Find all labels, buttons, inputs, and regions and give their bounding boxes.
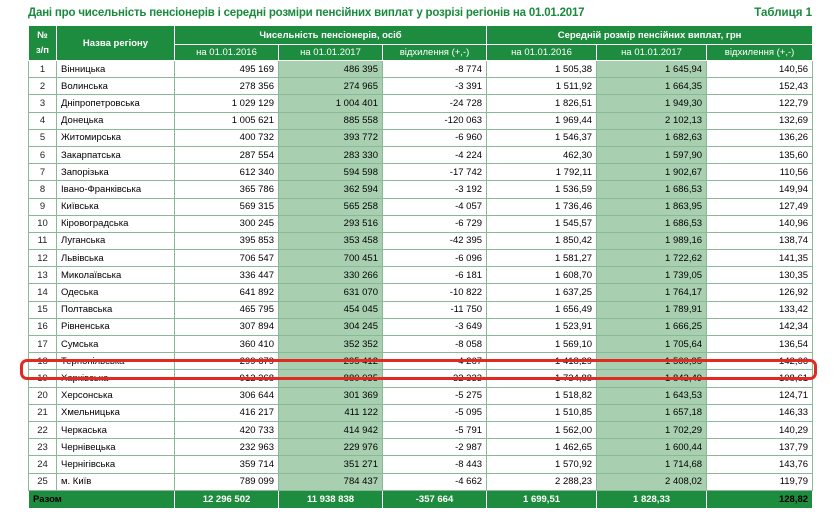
table-row [29, 164, 813, 181]
row-region: Хмельницька [57, 404, 175, 421]
row-p2016: 641 892 [175, 284, 279, 301]
row-number: 21 [29, 404, 57, 421]
table-row [29, 301, 813, 318]
row-sdev: 137,79 [707, 439, 813, 456]
row-p2017: 274 965 [279, 78, 383, 95]
row-sdev: 140,29 [707, 421, 813, 438]
row-p2017: 304 245 [279, 318, 383, 335]
row-pdev: -42 395 [383, 232, 487, 249]
table-row [29, 370, 813, 387]
row-s2016: 1 569,10 [487, 336, 597, 353]
row-s2016: 1 734,88 [487, 370, 597, 387]
table-row [29, 284, 813, 301]
row-number: 20 [29, 387, 57, 404]
row-p2017: 330 266 [279, 267, 383, 284]
row-s2016: 1 418,29 [487, 353, 597, 370]
row-s2016: 1 462,65 [487, 439, 597, 456]
row-p2016: 287 554 [175, 146, 279, 163]
row-p2017: 411 122 [279, 404, 383, 421]
row-pdev: -8 443 [383, 456, 487, 473]
table-row [29, 439, 813, 456]
row-number: 17 [29, 336, 57, 353]
row-p2016: 299 679 [175, 353, 279, 370]
row-s2016: 1 608,70 [487, 267, 597, 284]
row-s2016: 1 656,49 [487, 301, 597, 318]
row-s2016: 1 523,91 [487, 318, 597, 335]
table-row [29, 112, 813, 129]
row-pdev: -4 267 [383, 353, 487, 370]
table-row [29, 421, 813, 438]
header-number [29, 26, 57, 61]
row-region: Луганська [57, 232, 175, 249]
row-p2016: 912 368 [175, 370, 279, 387]
row-region: Запорізька [57, 164, 175, 181]
row-p2016: 300 245 [175, 215, 279, 232]
table-row [29, 95, 813, 112]
row-number: 12 [29, 250, 57, 267]
row-region: Закарпатська [57, 146, 175, 163]
row-p2017: 700 451 [279, 250, 383, 267]
row-number: 18 [29, 353, 57, 370]
row-region: м. Київ [57, 473, 175, 490]
header-average-pension-group: Середній розмір пенсійних виплат, грн [487, 26, 813, 45]
row-s2017: 1 643,53 [597, 387, 707, 404]
header-s2016: на 01.01.2016 [487, 45, 597, 61]
row-pdev: -5 095 [383, 404, 487, 421]
row-p2017: 393 772 [279, 129, 383, 146]
row-s2017: 1 989,16 [597, 232, 707, 249]
table-number: Таблиця 1 [754, 7, 812, 19]
table-row [29, 61, 813, 78]
row-p2016: 416 217 [175, 404, 279, 421]
row-pdev: -8 774 [383, 61, 487, 78]
table-row [29, 129, 813, 146]
row-number: 7 [29, 164, 57, 181]
row-pdev: -5 275 [383, 387, 487, 404]
table-row [29, 215, 813, 232]
total-label: Разом [29, 490, 175, 508]
row-region: Сумська [57, 336, 175, 353]
row-p2016: 365 786 [175, 181, 279, 198]
row-region: Тернопільська [57, 353, 175, 370]
row-sdev: 140,56 [707, 61, 813, 78]
header-pensioners-group: Чисельність пенсіонерів, осіб [175, 26, 487, 45]
pension-table [28, 25, 813, 509]
table-row [29, 353, 813, 370]
row-s2016: 1 536,59 [487, 181, 597, 198]
row-s2017: 1 645,94 [597, 61, 707, 78]
row-sdev: 138,74 [707, 232, 813, 249]
row-s2017: 2 102,13 [597, 112, 707, 129]
row-s2016: 1 510,85 [487, 404, 597, 421]
row-p2017: 784 437 [279, 473, 383, 490]
row-s2016: 462,30 [487, 146, 597, 163]
row-s2016: 1 736,46 [487, 198, 597, 215]
row-s2016: 1 637,25 [487, 284, 597, 301]
row-sdev: 132,69 [707, 112, 813, 129]
row-sdev: 136,26 [707, 129, 813, 146]
row-sdev: 108,61 [707, 370, 813, 387]
row-number: 10 [29, 215, 57, 232]
row-sdev: 141,35 [707, 250, 813, 267]
row-p2016: 569 315 [175, 198, 279, 215]
row-sdev: 119,79 [707, 473, 813, 490]
row-s2017: 1 722,62 [597, 250, 707, 267]
row-s2017: 1 686,53 [597, 215, 707, 232]
row-number: 9 [29, 198, 57, 215]
row-pdev: -6 729 [383, 215, 487, 232]
row-pdev: -120 063 [383, 112, 487, 129]
row-s2017: 1 949,30 [597, 95, 707, 112]
row-s2016: 1 545,57 [487, 215, 597, 232]
row-p2016: 307 894 [175, 318, 279, 335]
row-pdev: -32 333 [383, 370, 487, 387]
row-number: 19 [29, 370, 57, 387]
row-s2016: 1 570,92 [487, 456, 597, 473]
row-p2017: 1 004 401 [279, 95, 383, 112]
row-p2017: 594 598 [279, 164, 383, 181]
row-p2016: 336 447 [175, 267, 279, 284]
row-region: Дніпропетровська [57, 95, 175, 112]
row-pdev: -17 742 [383, 164, 487, 181]
row-sdev: 110,56 [707, 164, 813, 181]
row-sdev: 146,33 [707, 404, 813, 421]
table-row [29, 78, 813, 95]
row-p2017: 301 369 [279, 387, 383, 404]
row-sdev: 142,34 [707, 318, 813, 335]
header-number-line2: з/п [35, 45, 50, 56]
row-s2017: 1 686,53 [597, 181, 707, 198]
row-s2016: 1 511,92 [487, 78, 597, 95]
row-region: Вінницька [57, 61, 175, 78]
row-pdev: -6 096 [383, 250, 487, 267]
header-p2017: на 01.01.2017 [279, 45, 383, 61]
row-pdev: -24 728 [383, 95, 487, 112]
row-p2016: 706 547 [175, 250, 279, 267]
row-p2016: 400 732 [175, 129, 279, 146]
row-s2016: 1 969,44 [487, 112, 597, 129]
header-region: Назва регіону [57, 26, 175, 61]
row-p2016: 232 963 [175, 439, 279, 456]
row-s2017: 1 705,64 [597, 336, 707, 353]
table-row [29, 232, 813, 249]
row-region: Чернігівська [57, 456, 175, 473]
row-s2017: 1 666,25 [597, 318, 707, 335]
total-pdev: -357 664 [383, 490, 487, 508]
row-pdev: -8 058 [383, 336, 487, 353]
row-region: Черкаська [57, 421, 175, 438]
row-number: 15 [29, 301, 57, 318]
row-region: Київська [57, 198, 175, 215]
row-number: 4 [29, 112, 57, 129]
row-number: 23 [29, 439, 57, 456]
row-s2016: 1 826,51 [487, 95, 597, 112]
row-s2017: 1 682,63 [597, 129, 707, 146]
row-region: Одеська [57, 284, 175, 301]
row-pdev: -3 192 [383, 181, 487, 198]
row-p2016: 1 005 621 [175, 112, 279, 129]
row-number: 8 [29, 181, 57, 198]
table-row [29, 456, 813, 473]
row-p2017: 362 594 [279, 181, 383, 198]
row-number: 25 [29, 473, 57, 490]
row-s2017: 1 863,95 [597, 198, 707, 215]
row-sdev: 130,35 [707, 267, 813, 284]
row-region: Чернівецька [57, 439, 175, 456]
row-p2016: 395 853 [175, 232, 279, 249]
row-region: Рівненська [57, 318, 175, 335]
row-p2017: 351 271 [279, 456, 383, 473]
row-s2017: 1 597,90 [597, 146, 707, 163]
table-row [29, 404, 813, 421]
table-row [29, 250, 813, 267]
table-row [29, 267, 813, 284]
row-p2017: 880 035 [279, 370, 383, 387]
row-p2016: 612 340 [175, 164, 279, 181]
row-s2016: 1 546,37 [487, 129, 597, 146]
row-p2017: 229 976 [279, 439, 383, 456]
row-sdev: 135,60 [707, 146, 813, 163]
row-region: Івано-Франківська [57, 181, 175, 198]
row-p2017: 353 458 [279, 232, 383, 249]
row-p2016: 420 733 [175, 421, 279, 438]
row-p2017: 486 395 [279, 61, 383, 78]
row-number: 11 [29, 232, 57, 249]
row-pdev: -4 057 [383, 198, 487, 215]
row-sdev: 126,92 [707, 284, 813, 301]
row-p2017: 414 942 [279, 421, 383, 438]
row-s2016: 1 562,00 [487, 421, 597, 438]
row-region: Миколаївська [57, 267, 175, 284]
row-sdev: 143,76 [707, 456, 813, 473]
row-sdev: 140,96 [707, 215, 813, 232]
row-pdev: -2 987 [383, 439, 487, 456]
row-s2017: 1 600,44 [597, 439, 707, 456]
row-pdev: -11 750 [383, 301, 487, 318]
row-p2016: 465 795 [175, 301, 279, 318]
row-p2017: 454 045 [279, 301, 383, 318]
row-pdev: -4 224 [383, 146, 487, 163]
row-s2017: 1 714,68 [597, 456, 707, 473]
row-region: Полтавська [57, 301, 175, 318]
row-p2016: 789 099 [175, 473, 279, 490]
row-pdev: -10 822 [383, 284, 487, 301]
row-pdev: -6 181 [383, 267, 487, 284]
row-s2017: 1 764,17 [597, 284, 707, 301]
header-number-line1: № [37, 30, 48, 41]
row-region: Херсонська [57, 387, 175, 404]
row-s2016: 1 850,42 [487, 232, 597, 249]
row-p2017: 352 352 [279, 336, 383, 353]
row-s2016: 2 288,23 [487, 473, 597, 490]
table-row [29, 318, 813, 335]
row-region: Львівська [57, 250, 175, 267]
total-s2016: 1 699,51 [487, 490, 597, 508]
header-sdev: відхилення (+,-) [707, 45, 813, 61]
row-number: 1 [29, 61, 57, 78]
row-p2016: 360 410 [175, 336, 279, 353]
total-row [29, 490, 813, 508]
row-s2017: 1 664,35 [597, 78, 707, 95]
row-p2016: 1 029 129 [175, 95, 279, 112]
row-region: Волинська [57, 78, 175, 95]
row-p2017: 293 516 [279, 215, 383, 232]
row-s2017: 1 560,95 [597, 353, 707, 370]
row-p2017: 295 412 [279, 353, 383, 370]
row-number: 13 [29, 267, 57, 284]
row-p2017: 565 258 [279, 198, 383, 215]
row-sdev: 122,79 [707, 95, 813, 112]
table-row [29, 146, 813, 163]
row-p2017: 283 330 [279, 146, 383, 163]
header-s2017: на 01.01.2017 [597, 45, 707, 61]
table-body [29, 61, 813, 491]
row-number: 16 [29, 318, 57, 335]
row-p2017: 631 070 [279, 284, 383, 301]
row-s2017: 1 739,05 [597, 267, 707, 284]
row-p2017: 885 558 [279, 112, 383, 129]
row-region: Житомирська [57, 129, 175, 146]
row-s2016: 1 505,38 [487, 61, 597, 78]
row-sdev: 149,94 [707, 181, 813, 198]
row-p2016: 306 644 [175, 387, 279, 404]
row-pdev: -6 960 [383, 129, 487, 146]
table-row [29, 387, 813, 404]
row-sdev: 124,71 [707, 387, 813, 404]
row-region: Донецька [57, 112, 175, 129]
row-number: 22 [29, 421, 57, 438]
table-row [29, 336, 813, 353]
row-region: Кіровоградська [57, 215, 175, 232]
row-number: 14 [29, 284, 57, 301]
row-p2016: 495 169 [175, 61, 279, 78]
row-s2017: 1 902,67 [597, 164, 707, 181]
total-p2017: 11 938 838 [279, 490, 383, 508]
row-s2016: 1 792,11 [487, 164, 597, 181]
total-s2017: 1 828,33 [597, 490, 707, 508]
row-region: Харківська [57, 370, 175, 387]
row-number: 2 [29, 78, 57, 95]
row-pdev: -5 791 [383, 421, 487, 438]
row-s2017: 1 789,91 [597, 301, 707, 318]
row-sdev: 133,42 [707, 301, 813, 318]
row-s2017: 1 702,29 [597, 421, 707, 438]
table-row [29, 473, 813, 490]
row-p2016: 359 714 [175, 456, 279, 473]
row-pdev: -3 649 [383, 318, 487, 335]
header-p2016: на 01.01.2016 [175, 45, 279, 61]
row-number: 6 [29, 146, 57, 163]
row-sdev: 127,49 [707, 198, 813, 215]
row-sdev: 152,43 [707, 78, 813, 95]
row-s2016: 1 581,27 [487, 250, 597, 267]
row-pdev: -4 662 [383, 473, 487, 490]
total-p2016: 12 296 502 [175, 490, 279, 508]
row-s2016: 1 518,82 [487, 387, 597, 404]
row-s2017: 2 408,02 [597, 473, 707, 490]
table-row [29, 181, 813, 198]
total-sdev: 128,82 [707, 490, 813, 508]
row-p2016: 278 356 [175, 78, 279, 95]
row-number: 5 [29, 129, 57, 146]
row-sdev: 136,54 [707, 336, 813, 353]
row-s2017: 1 657,18 [597, 404, 707, 421]
row-sdev: 142,66 [707, 353, 813, 370]
header-pdev: відхилення (+,-) [383, 45, 487, 61]
table-row [29, 198, 813, 215]
row-number: 24 [29, 456, 57, 473]
table-title: Дані про чисельність пенсіонерів і середні розміри пенсійних виплат у розрізі регіонів на 01.01.2017 [28, 7, 585, 19]
row-pdev: -3 391 [383, 78, 487, 95]
row-number: 3 [29, 95, 57, 112]
row-s2017: 1 843,49 [597, 370, 707, 387]
title-row [28, 7, 812, 23]
